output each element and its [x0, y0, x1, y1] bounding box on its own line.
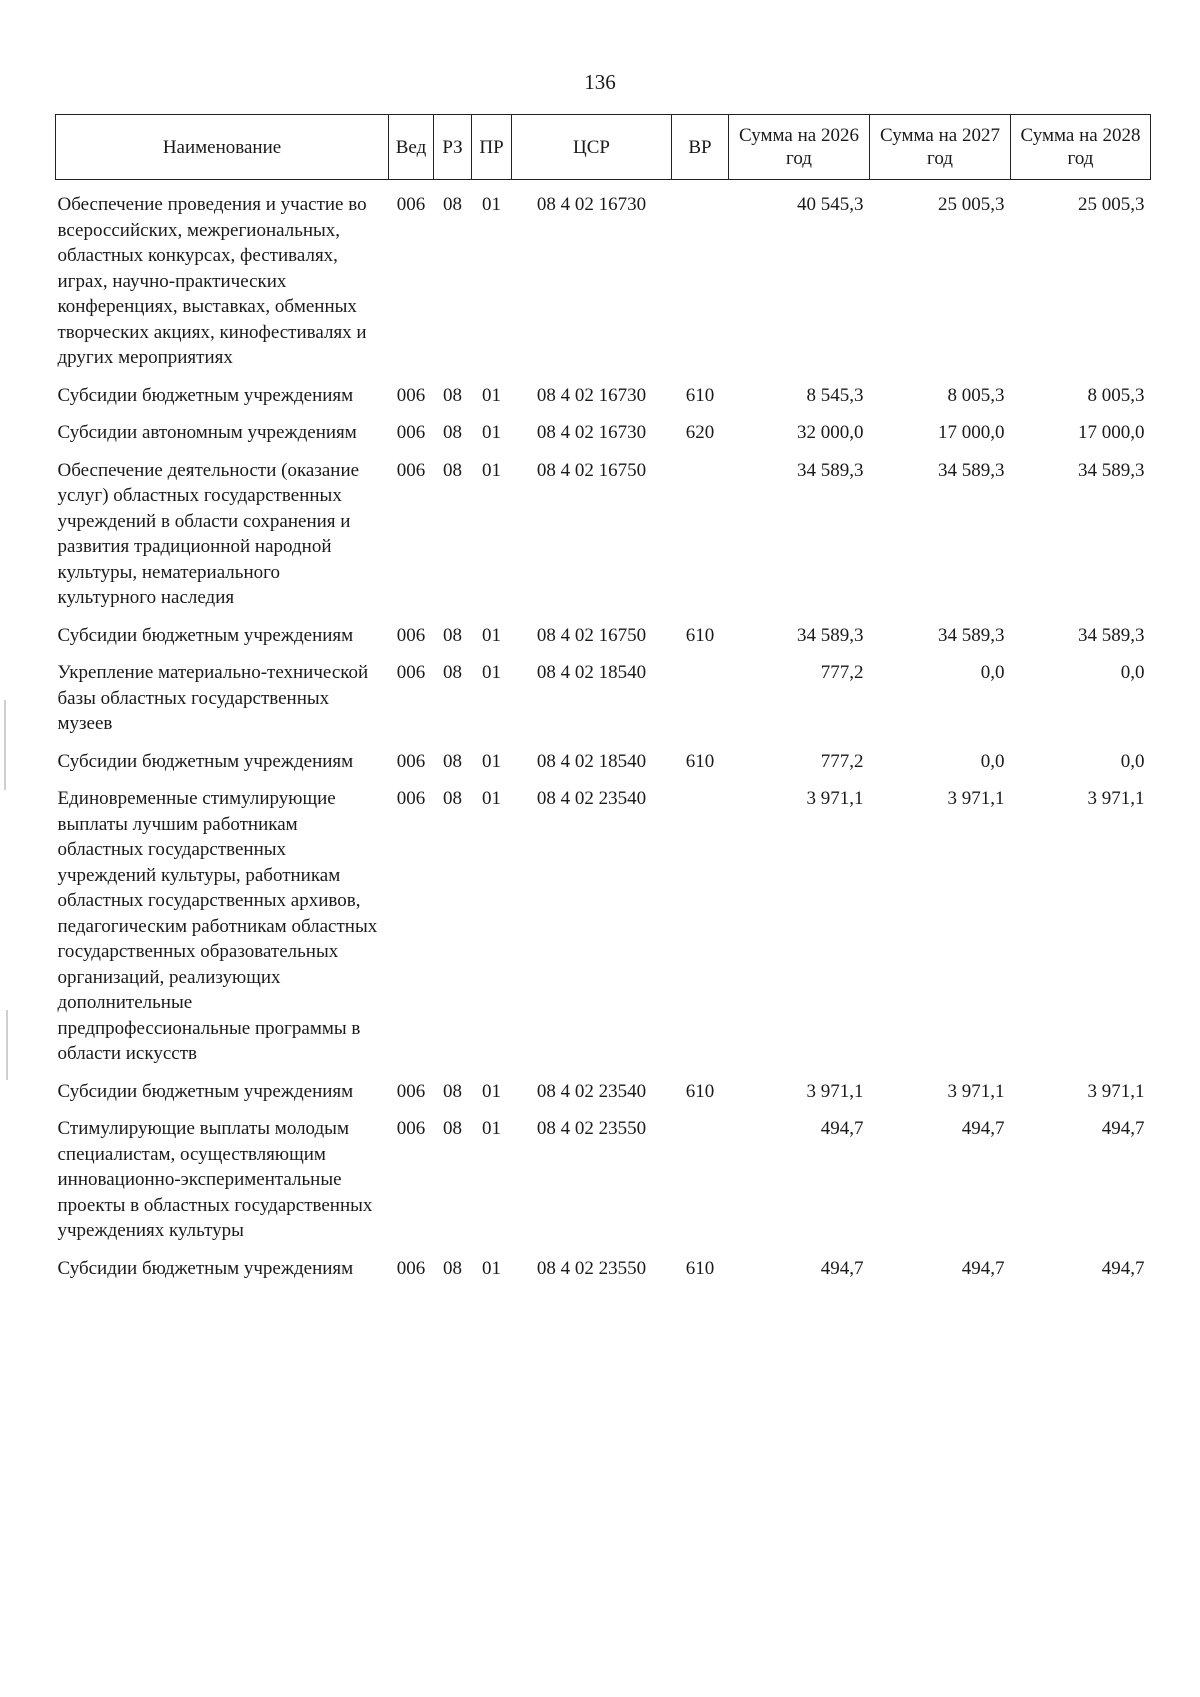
row-sum-2028: 25 005,3 — [1078, 194, 1145, 215]
row-sum-2028: 34 589,3 — [1078, 459, 1145, 481]
row-ved: 006 — [396, 1080, 426, 1102]
row-rz: 08 — [443, 194, 462, 215]
row-ved: 006 — [396, 662, 426, 683]
row-vr — [672, 778, 729, 1071]
row-sum-2027: 3 971,1 — [947, 1080, 1005, 1102]
row-sum-2027: 17 000,0 — [938, 422, 1005, 443]
row-sum-2026: 494,7 — [820, 1118, 864, 1139]
row-rz: 08 — [443, 788, 462, 809]
row-vr — [672, 1108, 729, 1248]
row-csr: 08 4 02 16750 — [536, 624, 647, 646]
row-sum-2026: 34 589,3 — [797, 624, 864, 646]
row-sum-2028: 8 005,3 — [1087, 384, 1145, 406]
row-name: Субсидии бюджетным учреждениям — [57, 384, 354, 406]
row-name: Субсидии автономным учреждениям — [57, 422, 357, 443]
scan-artifact — [6, 1010, 8, 1080]
row-sum-2027: 25 005,3 — [938, 194, 1005, 215]
row-sum-2026: 777,2 — [820, 750, 864, 772]
row-sum-2026: 34 589,3 — [797, 459, 864, 481]
row-sum-2028: 3 971,1 — [1087, 1080, 1145, 1102]
table-row — [56, 615, 1151, 653]
scan-artifact — [4, 700, 6, 790]
row-vr — [672, 180, 729, 375]
row-rz: 08 — [443, 384, 462, 406]
row-rz: 08 — [443, 750, 462, 772]
row-pr: 01 — [482, 459, 501, 481]
row-sum-2026: 3 971,1 — [806, 1080, 864, 1102]
page-number: 136 — [584, 70, 616, 94]
row-sum-2026: 777,2 — [820, 662, 864, 683]
table-row — [56, 1071, 1151, 1109]
row-rz: 08 — [443, 624, 462, 646]
row-sum-2027: 494,7 — [961, 1257, 1005, 1279]
row-csr: 08 4 02 16730 — [536, 422, 647, 443]
table-row — [56, 741, 1151, 779]
row-pr: 01 — [482, 1080, 501, 1102]
row-ved: 006 — [396, 459, 426, 481]
header-name: Наименование — [56, 115, 389, 180]
row-csr: 08 4 02 18540 — [536, 662, 647, 683]
row-csr: 08 4 02 23540 — [536, 1080, 647, 1102]
row-sum-2026: 3 971,1 — [806, 788, 864, 809]
row-csr: 08 4 02 18540 — [536, 750, 647, 772]
header-ved: Вед — [389, 115, 434, 180]
row-name: Субсидии бюджетным учреждениям — [57, 1080, 354, 1102]
row-pr: 01 — [482, 384, 501, 406]
header-rz: РЗ — [434, 115, 472, 180]
row-vr: 610 — [685, 624, 715, 646]
row-csr: 08 4 02 23540 — [536, 788, 647, 809]
row-rz: 08 — [443, 422, 462, 443]
row-pr: 01 — [482, 624, 501, 646]
header-row — [56, 115, 1151, 180]
table-row — [56, 1108, 1151, 1248]
row-name: Субсидии бюджетным учреждениям — [57, 750, 354, 772]
row-sum-2027: 494,7 — [961, 1118, 1005, 1139]
row-vr: 610 — [685, 1257, 715, 1279]
row-name: Обеспечение проведения и участие во всероссийских, межрегиональных, областных конкурсах, фестивалях, играх, научно-практических конференциях, выставках, обменных творческих акциях, кинофестивалях и других мероприятиях — [57, 194, 367, 368]
row-vr — [672, 652, 729, 741]
row-ved: 006 — [396, 1257, 426, 1279]
row-rz: 08 — [443, 459, 462, 481]
row-csr: 08 4 02 23550 — [536, 1257, 647, 1279]
row-name: Обеспечение деятельности (оказание услуг) областных государственных учреждений в области сохранения и развития традиционной народной культуры, нематериального культурного наследия — [57, 459, 360, 608]
row-ved: 006 — [396, 384, 426, 406]
header-vr: ВР — [672, 115, 729, 180]
row-csr: 08 4 02 16730 — [536, 194, 647, 215]
row-sum-2028: 3 971,1 — [1087, 788, 1145, 809]
row-sum-2028: 494,7 — [1101, 1118, 1145, 1139]
row-sum-2027: 34 589,3 — [938, 624, 1005, 646]
row-vr: 610 — [685, 750, 715, 772]
row-sum-2027: 34 589,3 — [938, 459, 1005, 481]
row-vr: 620 — [685, 422, 715, 443]
row-ved: 006 — [396, 422, 426, 443]
row-rz: 08 — [443, 662, 462, 683]
row-rz: 08 — [443, 1080, 462, 1102]
header-sum-2027: Сумма на 2027 год — [870, 115, 1011, 180]
row-rz: 08 — [443, 1257, 462, 1279]
header-csr: ЦСР — [512, 115, 672, 180]
row-name: Стимулирующие выплаты молодым специалистам, осуществляющим инновационно-экспериментальные проекты в областных государственных учреждениях культуры — [57, 1118, 373, 1241]
row-vr: 610 — [685, 384, 715, 406]
header-sum-2026: Сумма на 2026 год — [729, 115, 870, 180]
row-pr: 01 — [482, 422, 501, 443]
row-name: Субсидии бюджетным учреждениям — [57, 1257, 354, 1279]
row-sum-2028: 0,0 — [1120, 750, 1145, 772]
table-row — [56, 375, 1151, 413]
row-sum-2027: 0,0 — [980, 662, 1005, 683]
row-sum-2026: 8 545,3 — [806, 384, 864, 406]
row-sum-2026: 40 545,3 — [797, 194, 864, 215]
row-rz: 08 — [443, 1118, 462, 1139]
row-name: Укрепление материально-технической базы областных государственных музеев — [57, 662, 369, 734]
row-pr: 01 — [482, 750, 501, 772]
row-sum-2027: 0,0 — [980, 750, 1005, 772]
row-pr: 01 — [482, 788, 501, 809]
header-sum-2028: Сумма на 2028 год — [1011, 115, 1151, 180]
row-pr: 01 — [482, 1257, 501, 1279]
row-name: Единовременные стимулирующие выплаты лучшим работникам областных государственных учреждений культуры, работникам областных государственных архивов, педагогическим работникам областных государственных образовательных организаций, реализующих дополнительные предпрофессиональные программы в области искусств — [57, 788, 378, 1064]
table-row — [56, 1248, 1151, 1286]
row-csr: 08 4 02 23550 — [536, 1118, 647, 1139]
row-sum-2028: 0,0 — [1120, 662, 1145, 683]
row-pr: 01 — [482, 194, 501, 215]
row-vr: 610 — [685, 1080, 715, 1102]
row-csr: 08 4 02 16730 — [536, 384, 647, 406]
row-pr: 01 — [482, 1118, 501, 1139]
row-ved: 006 — [396, 788, 426, 809]
row-ved: 006 — [396, 1118, 426, 1139]
row-sum-2028: 494,7 — [1101, 1257, 1145, 1279]
row-sum-2028: 17 000,0 — [1078, 422, 1145, 443]
table-row — [56, 652, 1151, 741]
table-row — [56, 450, 1151, 615]
row-name: Субсидии бюджетным учреждениям — [57, 624, 354, 646]
row-sum-2026: 32 000,0 — [797, 422, 864, 443]
table-row — [56, 412, 1151, 450]
budget-table — [55, 114, 1151, 1285]
row-csr: 08 4 02 16750 — [536, 459, 647, 481]
header-pr: ПР — [472, 115, 512, 180]
row-sum-2027: 3 971,1 — [947, 788, 1005, 809]
table-row — [56, 180, 1151, 375]
row-pr: 01 — [482, 662, 501, 683]
row-sum-2028: 34 589,3 — [1078, 624, 1145, 646]
table-row — [56, 778, 1151, 1071]
row-sum-2027: 8 005,3 — [947, 384, 1005, 406]
row-ved: 006 — [396, 624, 426, 646]
row-ved: 006 — [396, 750, 426, 772]
row-ved: 006 — [396, 194, 426, 215]
row-sum-2026: 494,7 — [820, 1257, 864, 1279]
row-vr — [672, 450, 729, 615]
